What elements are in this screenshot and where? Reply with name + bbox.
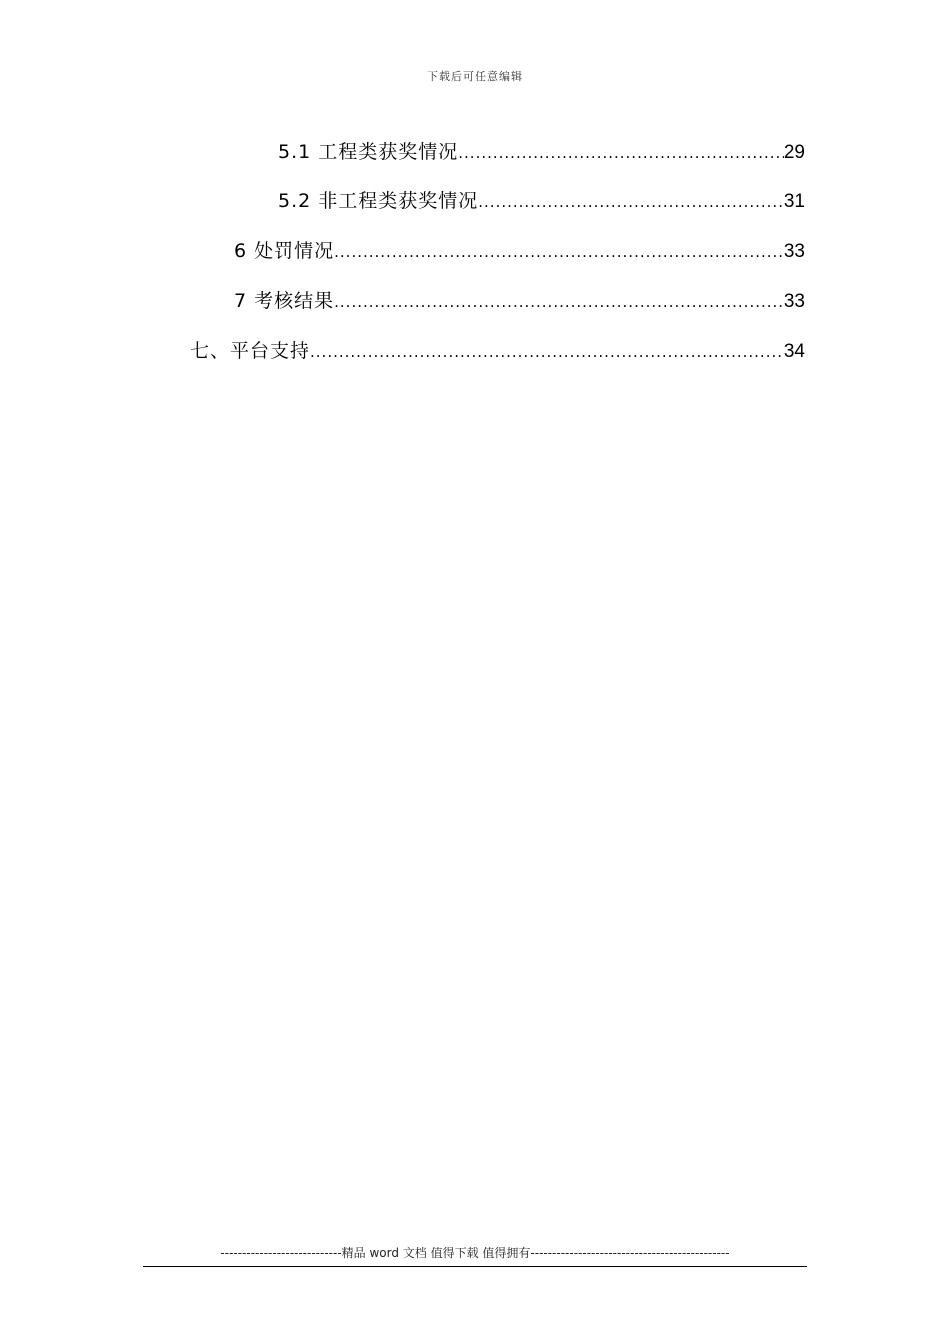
toc-dot-leader [334, 243, 784, 261]
toc-entry-page: 33 [783, 291, 805, 312]
toc-entry-page: 31 [783, 191, 805, 212]
toc-entry-title: 7 考核结果 [234, 290, 335, 312]
toc-entry-title: 5.1 工程类获奖情况 [278, 141, 459, 163]
page-footer [143, 1244, 807, 1267]
toc-entry-title: 七、平台支持 [190, 340, 311, 362]
toc-entry-title: 5.2 非工程类获奖情况 [278, 190, 479, 212]
toc-entry[interactable] [190, 336, 805, 364]
toc-entry[interactable] [278, 186, 805, 214]
page-header-note: 下载后可任意编辑 [427, 70, 523, 83]
toc-entry-page: 33 [783, 241, 805, 262]
toc-dot-leader [310, 343, 784, 361]
toc-entry[interactable] [234, 236, 805, 264]
table-of-contents [0, 0, 950, 400]
toc-dot-leader [334, 293, 784, 311]
toc-entry-page: 29 [783, 142, 805, 163]
toc-dot-leader [478, 193, 784, 211]
toc-entry-title: 6 处罚情况 [234, 240, 335, 262]
toc-entry[interactable] [278, 137, 805, 165]
toc-entry[interactable] [234, 286, 805, 314]
toc-entry-page: 34 [783, 341, 805, 362]
footer-text: ----------------------------精品 word 文档 值得下载 值得拥有---------------------------------------------- [220, 1246, 730, 1260]
toc-dot-leader [458, 144, 784, 162]
